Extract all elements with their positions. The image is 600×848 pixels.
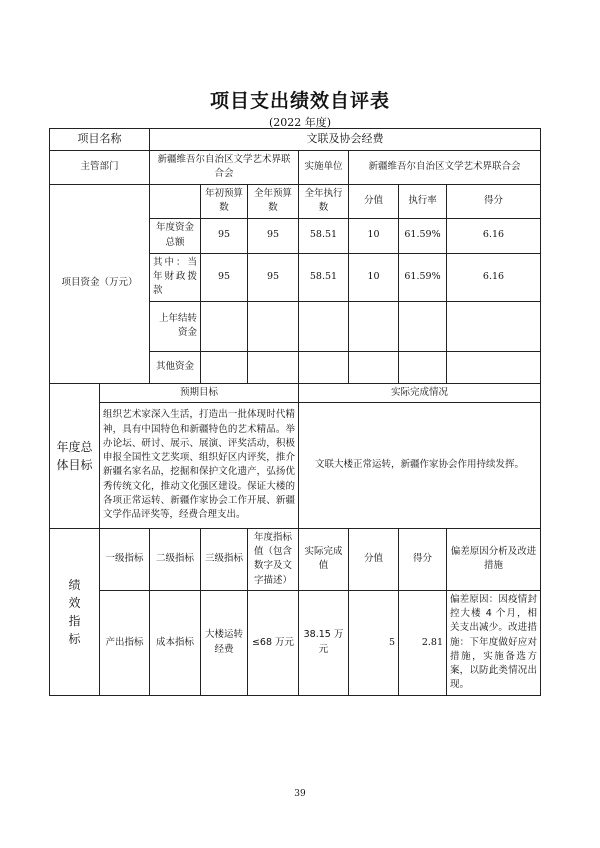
indicators-header: 得分 — [399, 528, 447, 590]
funds-cell: 95 — [248, 218, 299, 253]
funds-header: 全年预算数 — [248, 184, 299, 218]
goals-actual-text: 文联大楼正常运转，新疆作家协会作用持续发挥。 — [299, 402, 541, 528]
funds-header-row — [50, 184, 541, 218]
funds-header: 执行率 — [399, 184, 447, 218]
indicators-label — [50, 528, 100, 695]
project-label: 项目名称 — [50, 129, 150, 151]
evaluation-table — [49, 128, 541, 696]
funds-cell: 95 — [248, 253, 299, 301]
funds-cell — [248, 301, 299, 351]
funds-header: 全年执行数 — [299, 184, 349, 218]
goals-expected-header: 预期目标 — [100, 383, 299, 402]
goals-label: 年度总体目标 — [50, 383, 100, 528]
funds-header: 分值 — [349, 184, 399, 218]
funds-cell: 95 — [201, 218, 248, 253]
indicators-header: 偏差原因分析及改进措施 — [447, 528, 541, 590]
project-row — [50, 129, 541, 151]
funds-cell — [349, 301, 399, 351]
dept-row — [50, 150, 541, 184]
funds-cell — [201, 301, 248, 351]
dept-value: 新疆维吾尔自治区文学艺术界联合会 — [150, 150, 299, 184]
indicator-score: 2.81 — [399, 590, 447, 695]
page-subtitle: (2022 年度) — [268, 116, 332, 129]
indicators-header: 一级指标 — [100, 528, 150, 590]
funds-cell — [248, 351, 299, 383]
goals-content-row — [50, 402, 541, 528]
indicator-target: ≤68 万元 — [248, 590, 299, 695]
funds-cell: 10 — [349, 253, 399, 301]
impl-label: 实施单位 — [299, 150, 349, 184]
funds-cell: 58.51 — [299, 253, 349, 301]
indicator-score-value: 5 — [349, 590, 399, 695]
indicator-level2: 成本指标 — [150, 590, 201, 695]
funds-cell — [201, 351, 248, 383]
indicator-row — [50, 590, 541, 695]
funds-corner — [150, 184, 201, 218]
indicator-note: 偏差原因：因疫情封控大楼 4 个月，相关支出减少。改进措施：下年度做好应对措施，实施备选方案，以防此类情况出现。 — [447, 590, 541, 695]
dept-label: 主管部门 — [50, 150, 150, 184]
page-title: 项目支出绩效自评表 — [209, 90, 390, 112]
funds-cell: 6.16 — [447, 253, 541, 301]
funds-cell — [299, 351, 349, 383]
project-value: 文联及协会经费 — [150, 129, 541, 151]
indicator-actual: 38.15 万元 — [299, 590, 349, 695]
funds-cell — [299, 301, 349, 351]
indicators-header: 年度指标值（包含数字及文字描述） — [248, 528, 299, 590]
indicators-header: 分值 — [349, 528, 399, 590]
funds-row-name: 年度资金总额 — [150, 218, 201, 253]
funds-header: 得分 — [447, 184, 541, 218]
funds-cell — [447, 301, 541, 351]
indicators-label-text: 绩 效 指 标 — [68, 577, 81, 646]
funds-row-name: 其他资金 — [150, 351, 201, 383]
impl-value: 新疆维吾尔自治区文学艺术界联合会 — [349, 150, 541, 184]
indicators-header: 二级指标 — [150, 528, 201, 590]
goals-expected-text: 组织艺术家深入生活，打造出一批体现时代精神，具有中国特色和新疆特色的艺术精品。举办论坛、研讨、展示、展演、评奖活动，积极申报全国性文艺奖项、组织好区内评奖，推介新疆名家名品，挖掘和保护文化遗产，弘扬优秀传统文化，推动文化强区建设。保证大楼的各项正常运转、新疆作家协会工作开展、新疆文学作品评奖等，经费合理支出。 — [100, 402, 299, 528]
funds-row-name: 上年结转资金 — [150, 301, 201, 351]
indicators-header: 三级指标 — [201, 528, 248, 590]
funds-cell: 10 — [349, 218, 399, 253]
indicators-header-row — [50, 528, 541, 590]
indicator-level3: 大楼运转经费 — [201, 590, 248, 695]
funds-cell: 58.51 — [299, 218, 349, 253]
funds-header: 年初预算数 — [201, 184, 248, 218]
page-number: 39 — [294, 789, 306, 799]
indicators-header: 实际完成值 — [299, 528, 349, 590]
funds-cell: 61.59% — [399, 218, 447, 253]
funds-cell: 6.16 — [447, 218, 541, 253]
indicator-level1: 产出指标 — [100, 590, 150, 695]
goals-header-row — [50, 383, 541, 402]
funds-cell: 95 — [201, 253, 248, 301]
goals-actual-header: 实际完成情况 — [299, 383, 541, 402]
funds-cell — [399, 351, 447, 383]
funds-row-name: 其中：当年财政拨款 — [150, 253, 201, 301]
funds-cell — [447, 351, 541, 383]
funds-cell: 61.59% — [399, 253, 447, 301]
funds-cell — [399, 301, 447, 351]
funds-cell — [349, 351, 399, 383]
funds-label: 项目资金（万元） — [50, 184, 150, 383]
